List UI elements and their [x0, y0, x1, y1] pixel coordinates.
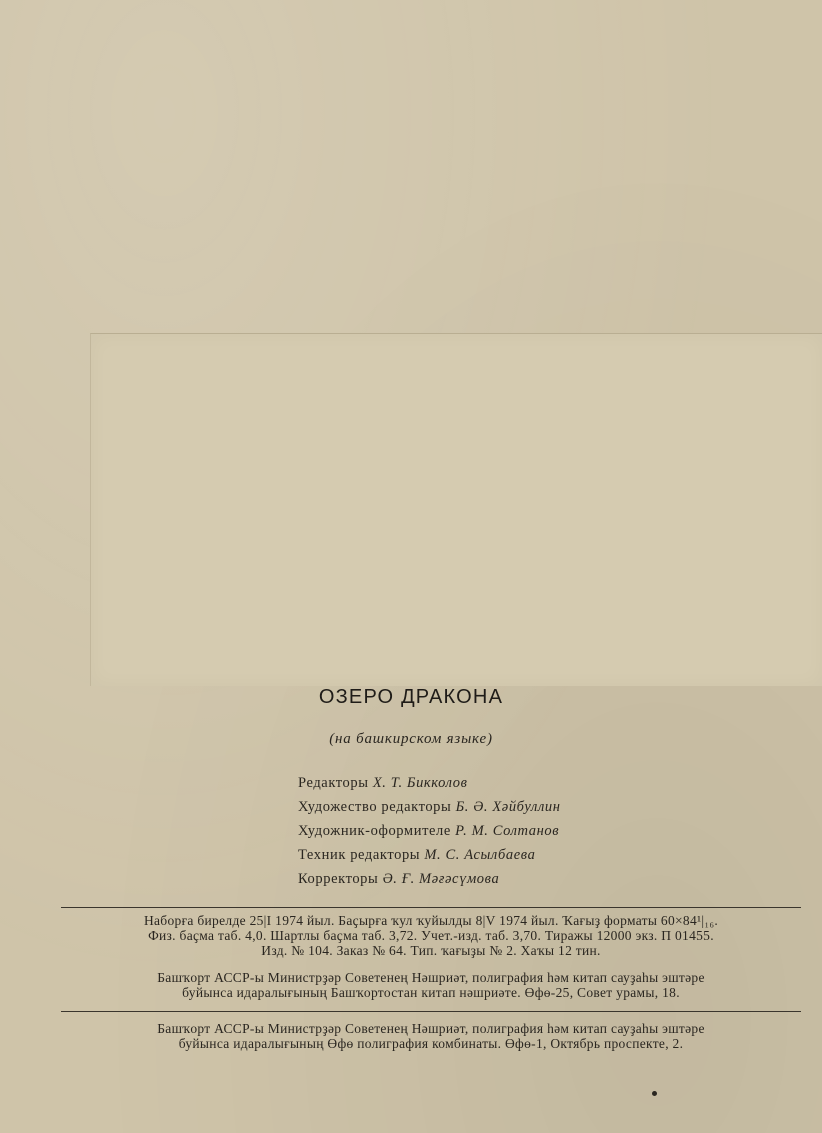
book-subtitle: (на башкирском языке) — [329, 731, 493, 747]
credit-art-editor — [298, 795, 798, 819]
publisher-info — [61, 970, 801, 1000]
credit-name: Х. Т. Бикколов — [372, 775, 468, 791]
ink-spot — [652, 1091, 657, 1096]
credits-block — [298, 771, 798, 891]
print-details — [61, 913, 801, 958]
credit-role: Корректоры — [298, 871, 379, 887]
credit-editor — [298, 771, 798, 795]
divider-top — [61, 907, 801, 908]
publisher-line: Башҡорт АССР-ы Министрҙәр Советенең Нәшриәт, полиграфия һәм китап сауҙаһы эштәре — [157, 970, 705, 985]
credit-role: Техник редакторы — [298, 847, 421, 863]
credit-name: Ә. Ғ. Мәғәсүмова — [382, 871, 500, 887]
credit-name: Б. Ә. Хәйбуллин — [455, 799, 561, 815]
credit-name: Р. М. Солтанов — [455, 823, 560, 839]
credit-name: М. С. Асылбаева — [424, 847, 536, 863]
book-title: ОЗЕРО ДРАКОНА — [318, 686, 504, 708]
print-details-line: Набоpғa бирелде 25|I 1974 йыл. Баҫырға ҡул ҡуйылды 8|V 1974 йыл. Ҡағыҙ форматы 60×84¹|₁₆. — [143, 913, 719, 928]
printer-line: Башҡорт АССР-ы Министрҙәр Советенең Нәшриәт, полиграфия һәм китап сауҙаһы эштәре — [157, 1021, 705, 1036]
credit-proofreader — [298, 867, 798, 891]
credit-tech-editor — [298, 843, 798, 867]
credit-designer — [298, 819, 798, 843]
printer-info — [61, 1021, 801, 1051]
publisher-line: буйынса идаралығының Башҡортостан китап нәшриәте. Өфө-25, Совет урамы, 18. — [182, 985, 680, 1000]
credit-role: Редакторы — [298, 775, 369, 791]
pasted-paper-sheet — [90, 333, 822, 686]
printer-line: буйынса идаралығының Өфө полиграфия комбинаты. Өфө-1, Октябрь проспекте, 2. — [178, 1036, 684, 1051]
credit-role: Художество редакторы — [298, 799, 452, 815]
print-details-line: Физ. баҫма таб. 4,0. Шартлы баҫма таб. 3,72. Учет.-изд. таб. 3,70. Тиражы 12000 экз. П 01455. — [148, 928, 714, 943]
print-details-line: Изд. № 104. Заказ № 64. Тип. ҡағыҙы № 2. Хаҡы 12 тин. — [261, 943, 601, 958]
divider-bottom — [61, 1011, 801, 1012]
credit-role: Художник-оформителе — [298, 823, 451, 839]
